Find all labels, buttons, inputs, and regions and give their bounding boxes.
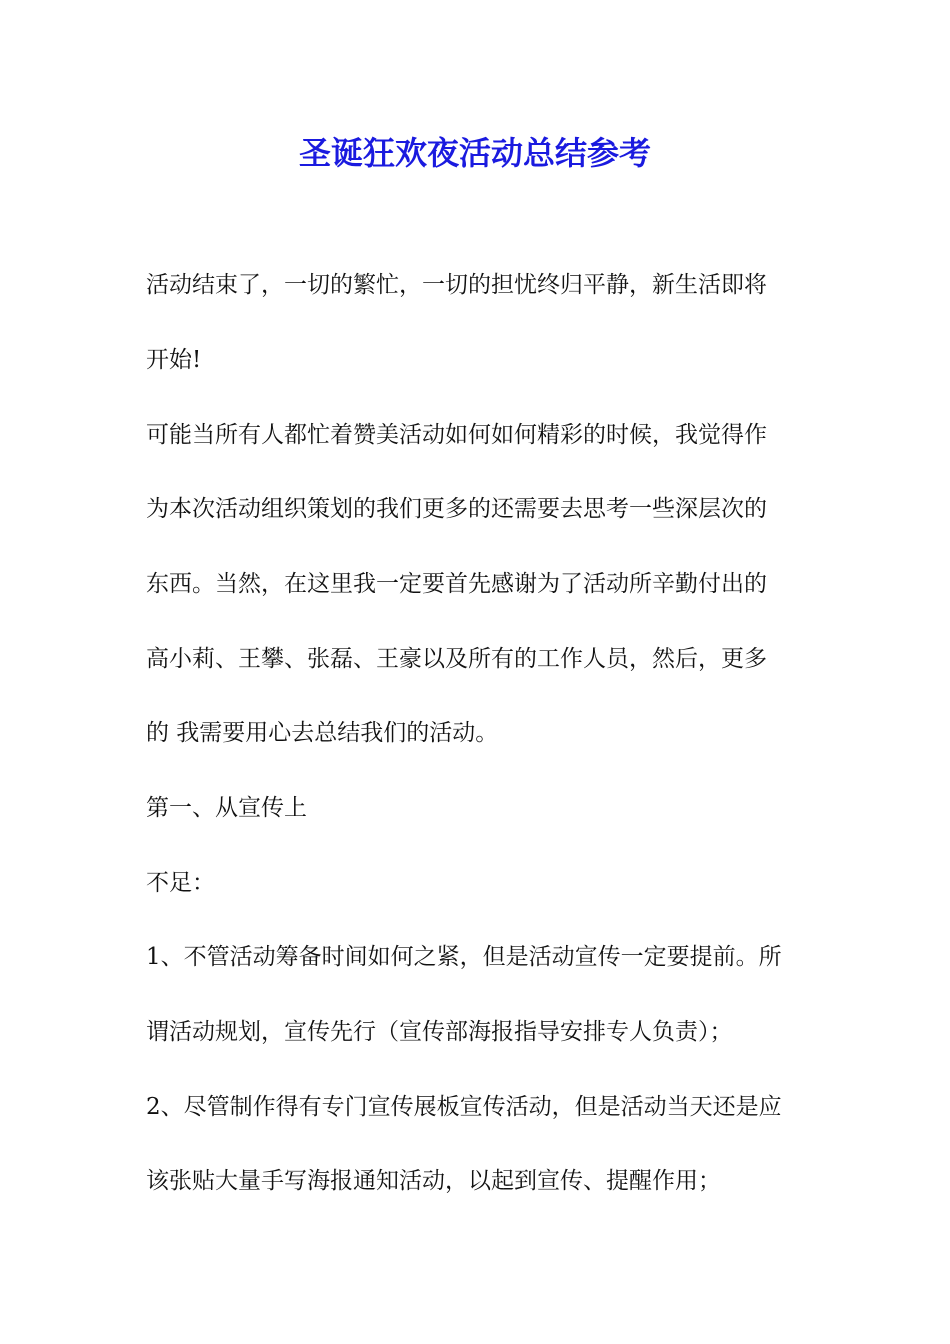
paragraph-line: 为本次活动组织策划的我们更多的还需要去思考一些深层次的 xyxy=(146,496,767,522)
section-heading: 第一、从宣传上 xyxy=(146,795,307,821)
paragraph-line: 可能当所有人都忙着赞美活动如何如何精彩的时候，我觉得作 xyxy=(146,422,767,448)
subsection-label: 不足： xyxy=(146,870,215,896)
paragraph-line: 活动结束了，一切的繁忙，一切的担忧终归平静，新生活即将 xyxy=(146,272,767,298)
paragraph-line: 开始! xyxy=(146,347,202,373)
paragraph-line: 的 我需要用心去总结我们的活动。 xyxy=(146,720,499,746)
list-item-line: 谓活动规划，宣传先行（宣传部海报指导安排专人负责）； xyxy=(146,1019,733,1045)
paragraph-line: 高小莉、王攀、张磊、王豪以及所有的工作人员，然后，更多 xyxy=(146,646,767,672)
list-item-line: 1、不管活动筹备时间如何之紧，但是活动宣传一定要提前。所 xyxy=(146,944,782,970)
list-item-line: 2、尽管制作得有专门宣传展板宣传活动，但是活动当天还是应 xyxy=(146,1094,782,1120)
paragraph-line: 东西。当然，在这里我一定要首先感谢为了活动所辛勤付出的 xyxy=(146,571,767,597)
document-title: 圣诞狂欢夜活动总结参考 xyxy=(298,134,651,172)
list-item-line: 该张贴大量手写海报通知活动，以起到宣传、提醒作用； xyxy=(146,1168,721,1194)
